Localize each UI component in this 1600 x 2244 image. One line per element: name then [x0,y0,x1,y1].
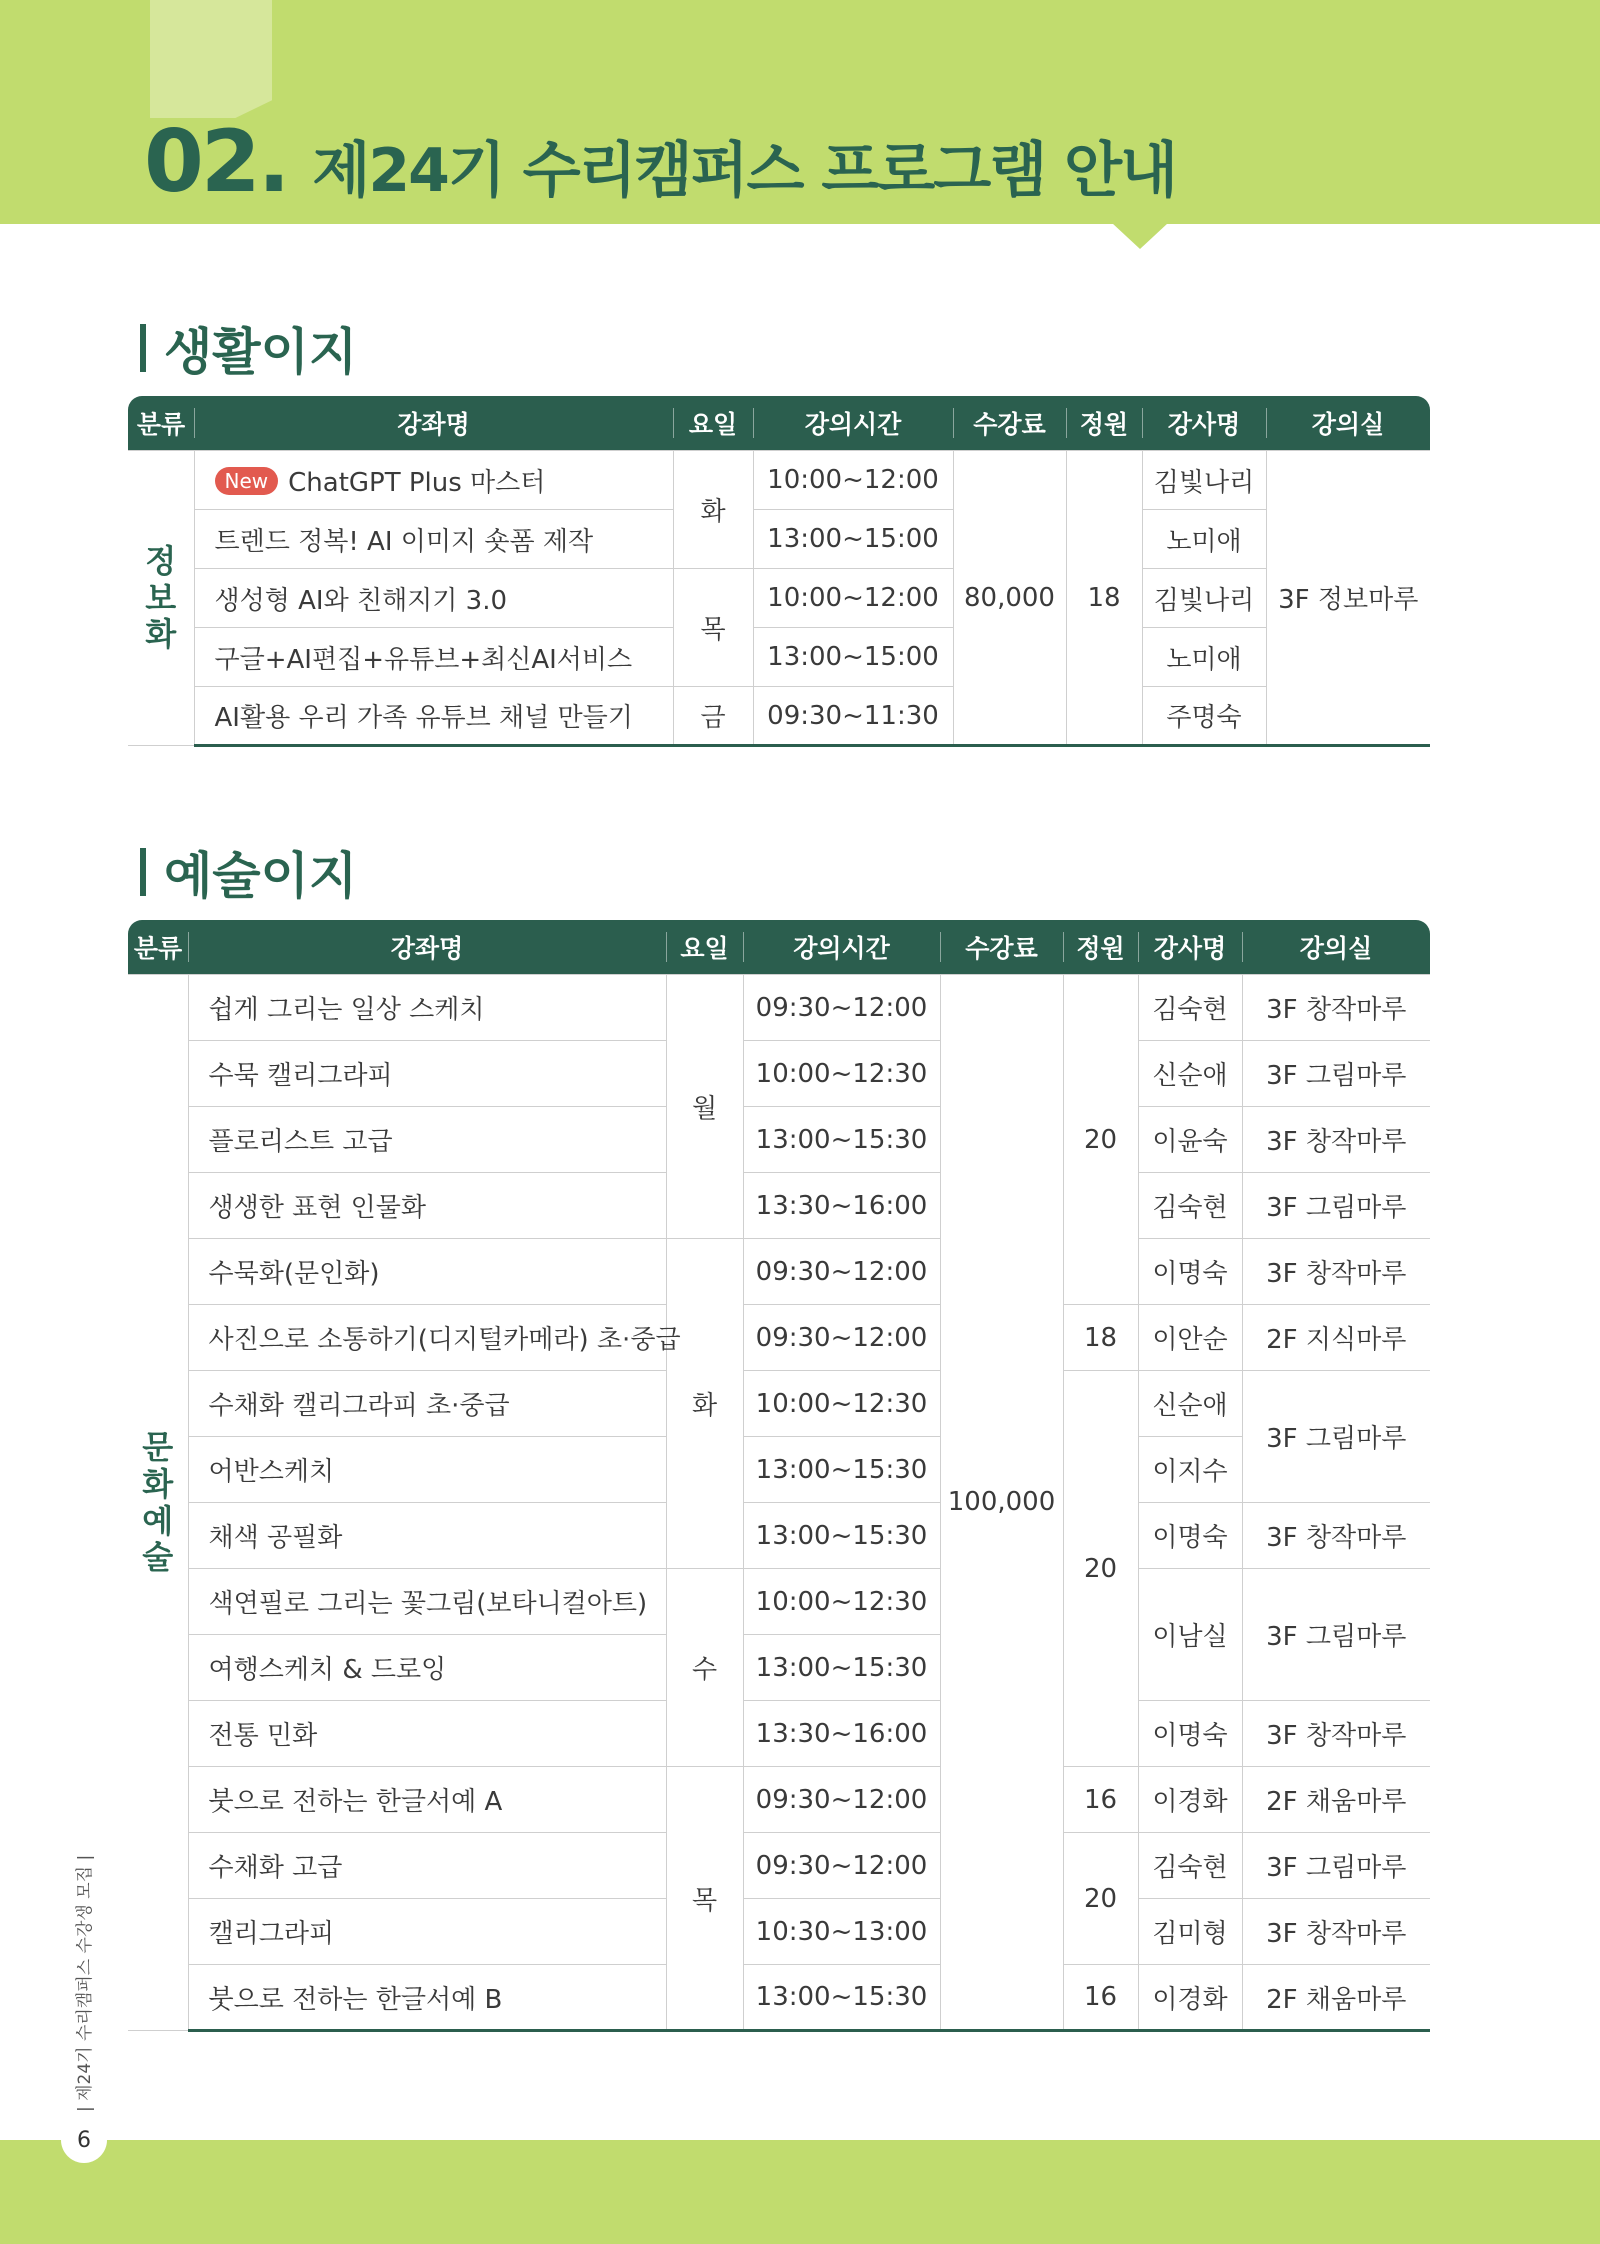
time-cell: 10:00~12:30 [743,1041,940,1107]
instructor-cell: 신순애 [1138,1371,1242,1437]
schedule-table-art [128,920,1430,2032]
room-cell: 3F 그림마루 [1242,1041,1430,1107]
table-header-row [128,396,1430,451]
table-row [128,687,1430,746]
table-row [128,1305,1430,1371]
time-cell: 13:00~15:00 [753,628,953,687]
col-category: 분류 [128,920,188,975]
room-cell: 3F 창작마루 [1242,1107,1430,1173]
fee-cell: 100,000 [940,975,1063,2031]
day-cell: 월 [666,975,743,1239]
course-name: 붓으로 전하는 한글서예 B [188,1965,666,2031]
schedule-table-life [128,396,1430,747]
capacity-cell: 16 [1063,1965,1138,2031]
table-row [128,1239,1430,1305]
time-cell: 09:30~12:00 [743,1767,940,1833]
capacity-cell: 20 [1063,1833,1138,1965]
table-row [128,628,1430,687]
course-name: 트렌드 정복! AI 이미지 숏폼 제작 [194,510,673,569]
col-day: 요일 [666,920,743,975]
instructor-cell: 김숙현 [1138,975,1242,1041]
new-badge: New [215,467,279,495]
col-instructor: 강사명 [1142,396,1266,451]
footer-band [0,2140,1600,2244]
instructor-cell: 김빛나리 [1142,451,1266,510]
room-cell: 2F 지식마루 [1242,1305,1430,1371]
course-name: 여행스케치 & 드로잉 [188,1635,666,1701]
capacity-cell: 18 [1066,451,1142,746]
day-cell: 수 [666,1569,743,1767]
course-name: 캘리그라피 [188,1899,666,1965]
instructor-cell: 이남실 [1138,1569,1242,1701]
fee-cell: 80,000 [953,451,1066,746]
table-row [128,1833,1430,1899]
instructor-cell: 김숙현 [1138,1173,1242,1239]
col-fee: 수강료 [953,396,1066,451]
instructor-cell: 이지수 [1138,1437,1242,1503]
course-name: 구글+AI편집+유튜브+최신AI서비스 [194,628,673,687]
instructor-cell: 김빛나리 [1142,569,1266,628]
time-cell: 10:00~12:00 [753,569,953,628]
section-title-life [140,312,357,384]
day-cell: 금 [673,687,753,746]
day-cell: 목 [673,569,753,687]
col-time: 강의시간 [743,920,940,975]
course-name: 사진으로 소통하기(디지털카메라) 초·중급 [188,1305,666,1371]
time-cell: 09:30~12:00 [743,975,940,1041]
page-number: 6 [61,2117,107,2163]
table-row [128,1503,1430,1569]
course-name: 어반스케치 [188,1437,666,1503]
header-notch-decoration [1112,223,1168,249]
time-cell: 13:00~15:30 [743,1107,940,1173]
instructor-cell: 이윤숙 [1138,1107,1242,1173]
table-row [128,1965,1430,2031]
time-cell: 09:30~12:00 [743,1833,940,1899]
instructor-cell: 이명숙 [1138,1239,1242,1305]
instructor-cell: 노미애 [1142,628,1266,687]
capacity-cell: 16 [1063,1767,1138,1833]
table-row [128,1107,1430,1173]
instructor-cell: 주명숙 [1142,687,1266,746]
section-title-text: 생활이지 [164,323,358,381]
instructor-cell: 신순애 [1138,1041,1242,1107]
room-cell: 3F 그림마루 [1242,1173,1430,1239]
col-instructor: 강사명 [1138,920,1242,975]
col-course-name: 강좌명 [188,920,666,975]
time-cell: 10:00~12:30 [743,1569,940,1635]
course-name: 전통 민화 [188,1701,666,1767]
col-capacity: 정원 [1063,920,1138,975]
instructor-cell: 노미애 [1142,510,1266,569]
table-row [128,510,1430,569]
instructor-cell: 이명숙 [1138,1701,1242,1767]
time-cell: 10:30~13:00 [743,1899,940,1965]
col-room: 강의실 [1266,396,1430,451]
time-cell: 09:30~11:30 [753,687,953,746]
time-cell: 13:00~15:30 [743,1635,940,1701]
time-cell: 10:00~12:30 [743,1371,940,1437]
course-name: New ChatGPT Plus 마스터 [194,451,673,510]
course-name: 수채화 고급 [188,1833,666,1899]
table-row [128,569,1430,628]
col-room: 강의실 [1242,920,1430,975]
time-cell: 10:00~12:00 [753,451,953,510]
table-row [128,1437,1430,1503]
room-cell: 3F 그림마루 [1242,1833,1430,1899]
table-row [128,1173,1430,1239]
course-name: 생성형 AI와 친해지기 3.0 [194,569,673,628]
category-cell: 정 보 화 [128,451,194,746]
section-bar [140,324,146,372]
time-cell: 13:30~16:00 [743,1173,940,1239]
title-number: 02 [144,112,258,212]
room-cell: 3F 창작마루 [1242,1899,1430,1965]
table-row [128,1041,1430,1107]
instructor-cell: 이명숙 [1138,1503,1242,1569]
capacity-cell: 18 [1063,1305,1138,1371]
time-cell: 13:00~15:30 [743,1503,940,1569]
time-cell: 09:30~12:00 [743,1239,940,1305]
room-cell: 3F 창작마루 [1242,975,1430,1041]
table-row [128,1569,1430,1635]
side-caption: | 제24기 수리캠퍼스 수강생 모집 | [75,1854,95,2112]
time-cell: 13:00~15:30 [743,1965,940,2031]
title-dot: . [257,112,291,212]
capacity-cell: 20 [1063,1371,1138,1767]
time-cell: 13:30~16:00 [743,1701,940,1767]
course-name: 생생한 표현 인물화 [188,1173,666,1239]
room-cell: 3F 창작마루 [1242,1503,1430,1569]
table-header-row [128,920,1430,975]
section-title-art [140,836,357,908]
section-title-text: 예술이지 [164,847,358,905]
table-row [128,1767,1430,1833]
room-cell: 2F 채움마루 [1242,1767,1430,1833]
category-cell: 문 화 예 술 [128,975,188,2031]
table-row [128,451,1430,510]
col-capacity: 정원 [1066,396,1142,451]
capacity-cell: 20 [1063,975,1138,1305]
course-name: 채색 공필화 [188,1503,666,1569]
course-name: 수묵화(문인화) [188,1239,666,1305]
page-title [144,112,1176,222]
course-name: 쉽게 그리는 일상 스케치 [188,975,666,1041]
time-cell: 09:30~12:00 [743,1305,940,1371]
course-name: AI활용 우리 가족 유튜브 채널 만들기 [194,687,673,746]
room-cell: 3F 그림마루 [1242,1569,1430,1701]
col-course-name: 강좌명 [194,396,673,451]
col-fee: 수강료 [940,920,1063,975]
table-row [128,1371,1430,1437]
room-cell: 3F 창작마루 [1242,1701,1430,1767]
time-cell: 13:00~15:00 [753,510,953,569]
title-text: 제24기 수리캠퍼스 프로그램 안내 [312,136,1177,206]
room-cell: 3F 그림마루 [1242,1371,1430,1503]
header-tab-decoration [150,0,272,118]
time-cell: 13:00~15:30 [743,1437,940,1503]
section-bar [140,848,146,896]
table-row [128,1899,1430,1965]
day-cell: 화 [673,451,753,569]
instructor-cell: 김숙현 [1138,1833,1242,1899]
instructor-cell: 이경화 [1138,1965,1242,2031]
day-cell: 목 [666,1767,743,2031]
course-name: 플로리스트 고급 [188,1107,666,1173]
instructor-cell: 이경화 [1138,1767,1242,1833]
course-name: 붓으로 전하는 한글서예 A [188,1767,666,1833]
room-cell: 3F 창작마루 [1242,1239,1430,1305]
course-name: 색연필로 그리는 꽃그림(보타니컬아트) [188,1569,666,1635]
day-cell: 화 [666,1239,743,1569]
col-category: 분류 [128,396,194,451]
col-time: 강의시간 [753,396,953,451]
course-name: 수묵 캘리그라피 [188,1041,666,1107]
instructor-cell: 김미형 [1138,1899,1242,1965]
table-row [128,975,1430,1041]
col-day: 요일 [673,396,753,451]
course-name: 수채화 캘리그라피 초·중급 [188,1371,666,1437]
room-cell: 2F 채움마루 [1242,1965,1430,2031]
table-row [128,1701,1430,1767]
instructor-cell: 이안순 [1138,1305,1242,1371]
room-cell: 3F 정보마루 [1266,451,1430,746]
